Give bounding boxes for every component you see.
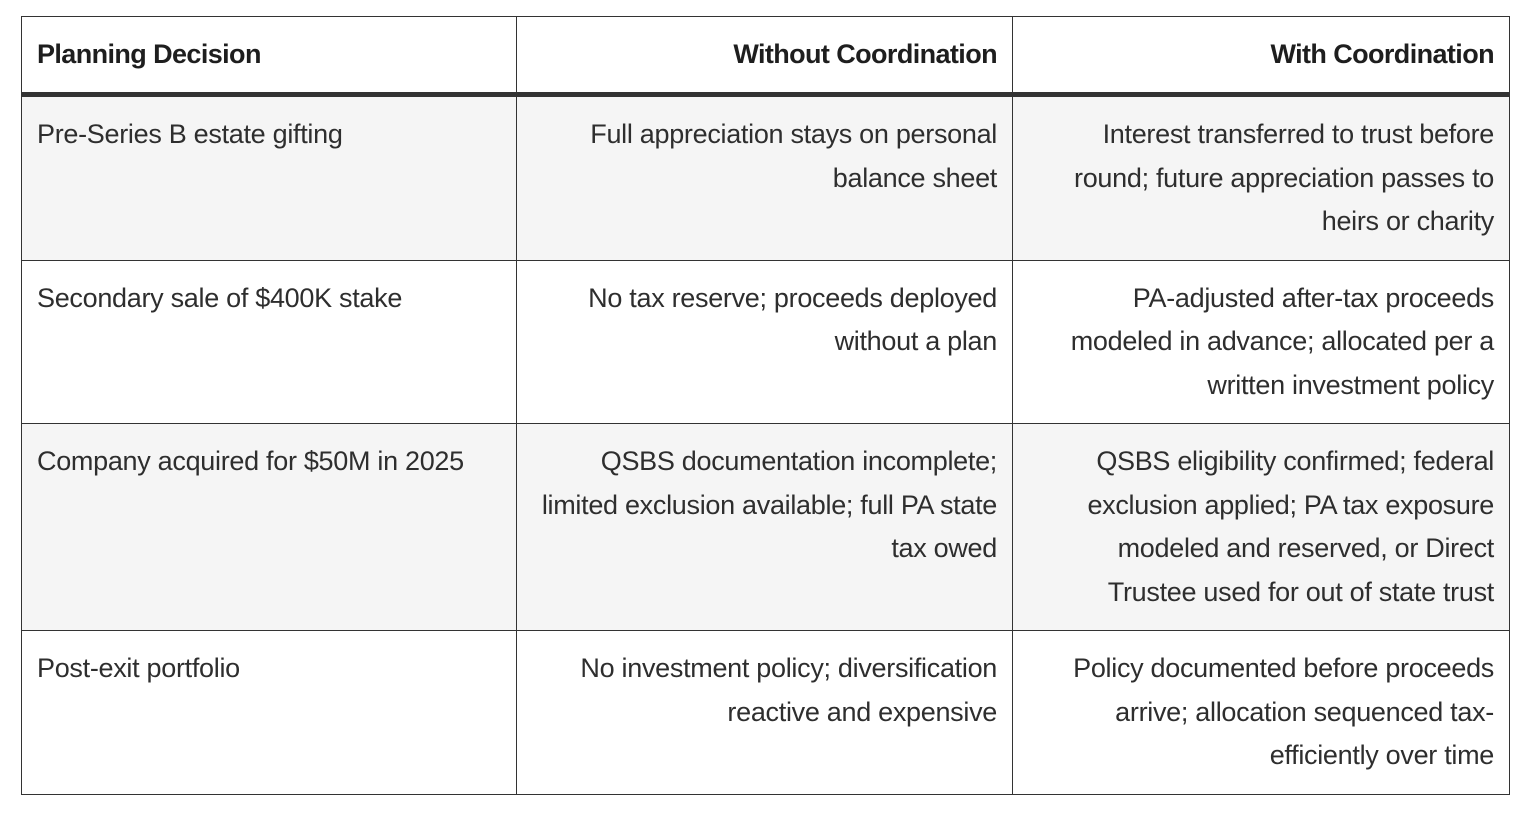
cell-without-coordination: Full appreciation stays on personal balance sheet [517, 95, 1013, 261]
cell-decision: Company acquired for $50M in 2025 [22, 424, 517, 631]
header-without-coordination: Without Coordination [517, 17, 1013, 95]
cell-decision: Pre-Series B estate gifting [22, 95, 517, 261]
table-row [22, 424, 1510, 631]
cell-without-coordination: No tax reserve; proceeds deployed without a plan [517, 260, 1013, 424]
cell-with-coordination: QSBS eligibility confirmed; federal exclusion applied; PA tax exposure modeled and reserved, or Direct Trustee used for out of state trust [1013, 424, 1510, 631]
cell-with-coordination: Interest transferred to trust before round; future appreciation passes to heirs or charity [1013, 95, 1510, 261]
table-row [22, 95, 1510, 261]
header-row [22, 17, 1510, 95]
cell-with-coordination: PA-adjusted after-tax proceeds modeled in advance; allocated per a written investment policy [1013, 260, 1510, 424]
cell-without-coordination: QSBS documentation incomplete; limited exclusion available; full PA state tax owed [517, 424, 1013, 631]
cell-with-coordination: Policy documented before proceeds arrive; allocation sequenced tax-efficiently over time [1013, 631, 1510, 795]
cell-decision: Post-exit portfolio [22, 631, 517, 795]
cell-without-coordination: No investment policy; diversification reactive and expensive [517, 631, 1013, 795]
header-with-coordination: With Coordination [1013, 17, 1510, 95]
header-planning-decision: Planning Decision [22, 17, 517, 95]
table-row [22, 260, 1510, 424]
table-body [22, 95, 1510, 795]
planning-comparison-table [21, 16, 1510, 795]
comparison-table-container [21, 16, 1509, 795]
cell-decision: Secondary sale of $400K stake [22, 260, 517, 424]
table-header [22, 17, 1510, 95]
table-row [22, 631, 1510, 795]
